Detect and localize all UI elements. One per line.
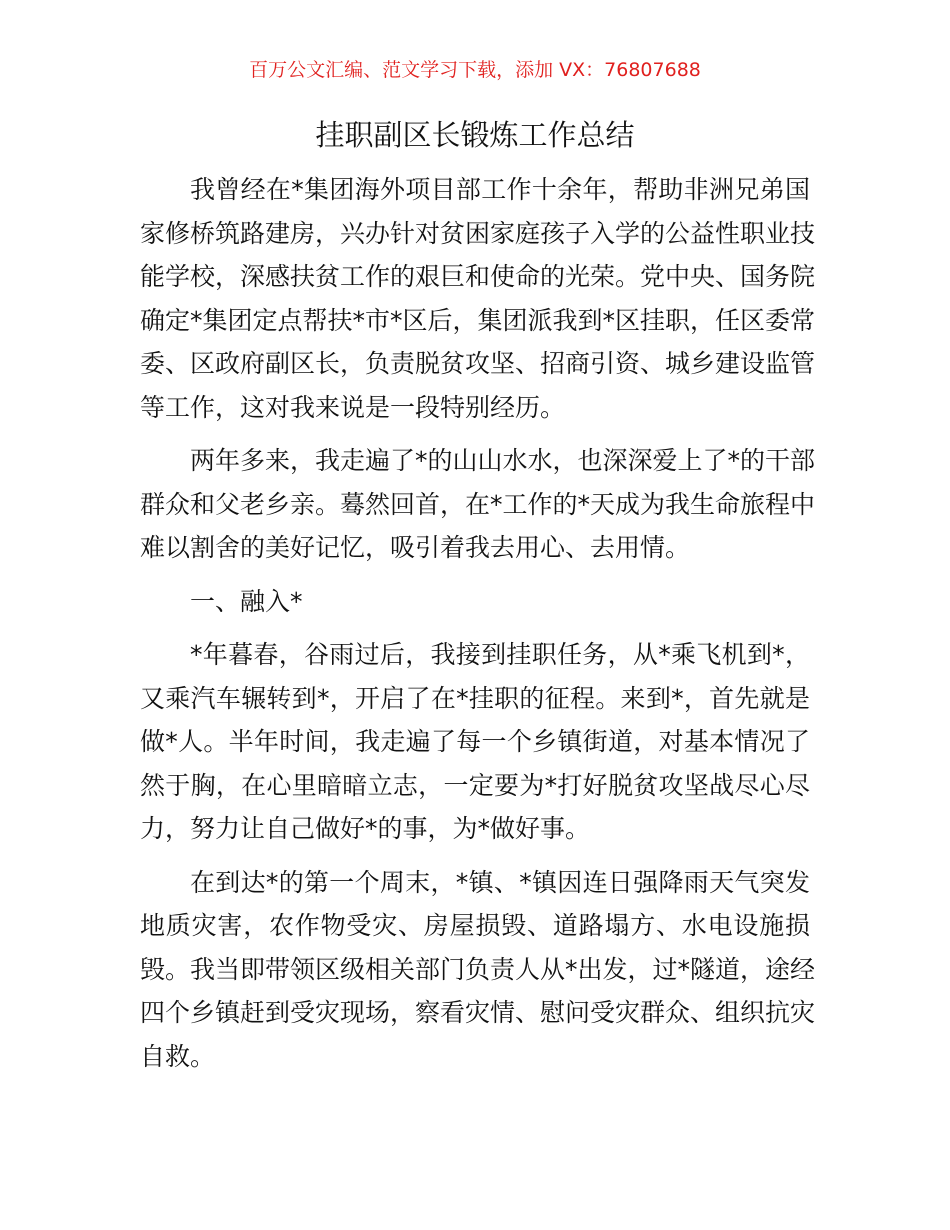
text-line: 难以割舍的美好记忆，吸引着我去用心、去用情。 — [140, 533, 691, 562]
text-line: 一、融入* — [190, 586, 303, 616]
text-line: 自救。 — [140, 1041, 216, 1071]
paragraph — [140, 633, 810, 851]
text-line: 力，努力让自己做好*的事，为*做好事。 — [140, 814, 591, 843]
text-line: 又乘汽车辗转到*，开启了在*挂职的征程。来到*，首先就是 — [140, 683, 810, 713]
text-line: 等工作，这对我来说是一段特别经历。 — [140, 392, 566, 422]
text-line: 两年多来，我走遍了*的山山水水，也深深爱上了*的干部 — [190, 446, 816, 475]
text-line: 毁。我当即带领区级相关部门负责人从*出发，过*隧道，途经 — [140, 954, 816, 984]
document-body — [140, 168, 816, 1088]
text-line: 然于胸，在心里暗暗立志，一定要为*打好脱贫攻坚战尽心尽 — [140, 770, 810, 800]
text-line: 家修桥筑路建房，兴办针对贫困家庭孩子入学的公益性职业技 — [140, 218, 816, 248]
text-line: 四个乡镇赶到受灾现场，察看灾情、慰问受灾群众、组织抗灾 — [140, 998, 816, 1027]
text-line: 在到达*的第一个周末，*镇、*镇因连日强降雨天气突发 — [190, 867, 810, 897]
paragraph — [140, 439, 816, 570]
section-heading — [140, 580, 810, 624]
watermark-header: 百万公文汇编、范文学习下载，添加 VX：76807688 — [249, 59, 701, 81]
paragraph — [140, 861, 816, 1079]
text-line: 我曾经在*集团海外项目部工作十余年，帮助非洲兄弟国 — [190, 175, 810, 204]
text-line: 能学校，深感扶贫工作的艰巨和使命的光荣。党中央、国务院 — [140, 262, 816, 291]
document-title: 挂职副区长锻炼工作总结 — [315, 118, 635, 152]
text-line: 做*人。半年时间，我走遍了每一个乡镇街道，对基本情况了 — [140, 727, 810, 756]
paragraph — [140, 168, 816, 429]
text-line: 确定*集团定点帮扶*市*区后，集团派我到*区挂职，任区委常 — [140, 305, 816, 335]
text-line: 地质灾害，农作物受灾、房屋损毁、道路塌方、水电设施损 — [140, 911, 810, 940]
text-line: *年暮春，谷雨过后，我接到挂职任务，从*乘飞机到*， — [190, 640, 810, 669]
text-line: 委、区政府副区长，负责脱贫攻坚、招商引资、城乡建设监管 — [140, 349, 816, 378]
text-line: 群众和父老乡亲。蓦然回首，在*工作的*天成为我生命旅程中 — [140, 489, 816, 519]
